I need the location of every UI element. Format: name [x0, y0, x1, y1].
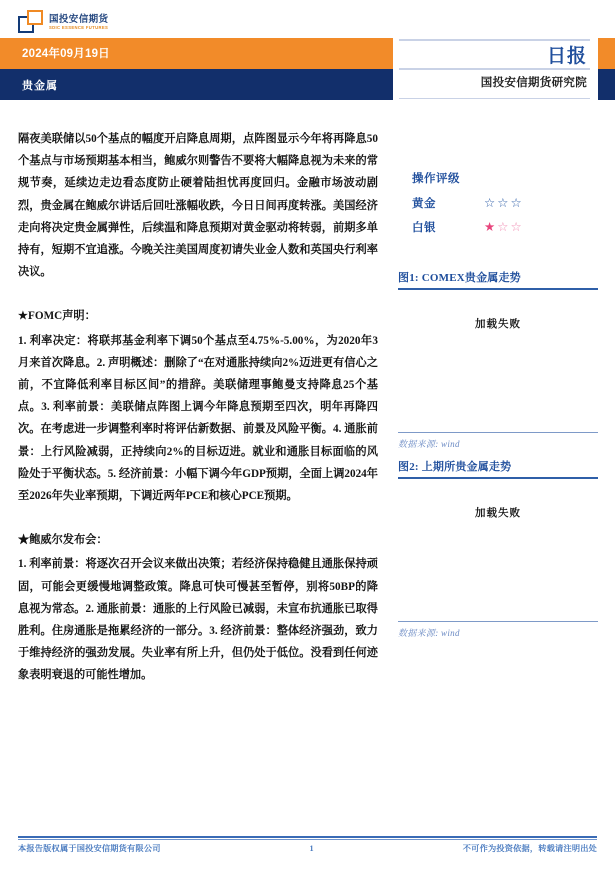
report-header [0, 38, 615, 100]
rating-row-silver [412, 219, 598, 235]
header-navy-tail [598, 69, 615, 100]
star-empty-icon: ☆ [510, 195, 522, 210]
report-subject: 贵金属 [22, 80, 58, 92]
footer-content [18, 843, 597, 854]
star-empty-icon: ☆ [497, 219, 509, 234]
figure-2-rule-bottom [398, 621, 598, 622]
logo-chinese-name: 国投安信期货 [49, 13, 109, 25]
figure-1-source: 数据来源: wind [398, 438, 460, 449]
header-right-panel [393, 38, 598, 100]
report-date: 2024年09月19日 [22, 48, 110, 60]
star-filled-icon: ★ [484, 219, 496, 234]
figure-2-chart-area [398, 479, 598, 621]
report-type: 日报 [546, 46, 587, 67]
footer-rule-thick [18, 836, 597, 837]
rating-stars-gold [484, 197, 522, 210]
rating-section-title: 操作评级 [412, 173, 460, 185]
fomc-statement-content: 1. 利率决定：将联邦基金利率下调50个基点至4.75%-5.00%，为2020年3月来首次降息。2. 声明概述：删除了“在对通胀持续向2%迈进更有信心之前，不宜降低利率目标区间”的措辞。美联储理事鲍曼支持降息25个基点。3. 利率前景：美联储点阵图上调今年降息预期至四次，明年再降四次。在考虑进一步调整利率时将评估新数据、前景及风险平衡。4. 通胀前景：上行风险减弱，正持续向2%的目标迈进。就业和通胀目标面临的风险处于平衡状态。5. 经济前景：小幅下调今年GDP预期，全面上调2024年至2026年失业率预期，下调近两年PCE和核心PCE预期。 [18, 334, 378, 503]
figure-2-load-failed: 加载失败 [475, 507, 521, 519]
research-institute: 国投安信期货研究院 [480, 77, 587, 89]
star-empty-icon: ☆ [484, 195, 496, 210]
star-empty-icon: ☆ [510, 219, 522, 234]
logo-text [49, 14, 108, 31]
footer-page-number: 1 [309, 844, 314, 853]
figure-1-chart-area [398, 290, 598, 432]
page-footer [18, 836, 597, 854]
figure-2-title: 图2: 上期所贵金属走势 [398, 460, 512, 473]
report-body [18, 128, 378, 700]
footer-rule-thin [18, 839, 597, 840]
powell-press-title: ★鲍威尔发布会： [18, 534, 108, 547]
powell-press-content: 1. 利率前景：将逐次召开会议来做出决策；若经济保持稳健且通胀保持顽固，可能会更缓慢地调整政策。降息可快可慢甚至暂停，别将50BP的降息视为常态。2. 通胀前景：通胀的上行风险已减弱，未宣布抗通胀已取得胜利。住房通胀是拖累经济的一部分。3. 经济前景：整体经济强劲，致力于维持经济的强劲发展。失业率有所上升，但仍处于低位。没看到任何迹象表明衰退的可能性增加。 [18, 558, 378, 682]
logo-english-name: SDIC ESSENCE FUTURES [49, 24, 109, 30]
fomc-statement-title: ★FOMC声明： [18, 310, 96, 323]
footer-disclaimer: 不可作为投资依据，转载请注明出处 [462, 844, 597, 853]
company-logo [18, 8, 108, 36]
figure-2 [398, 458, 598, 639]
summary-paragraph: 隔夜美联储以50个基点的幅度开启降息周期，点阵图显示今年将再降息50个基点与市场预期基本相当，鲍威尔则警告不要将大幅降息视为未来的常规节奏，延续边走边看态度防止硬着陆担忧再度回归。金融市场波动剧烈，贵金属在鲍威尔讲话后回吐涨幅收跌，今日日间再度转涨。美国经济走向将决定贵金属弹性，后续温和降息预期对黄金驱动将转弱，前期多单持有，短期不宜追涨。今晚关注美国周度初请失业金人数和英国央行利率决议。 [18, 133, 378, 279]
figure-1-title: 图1: COMEX贵金属走势 [398, 272, 521, 284]
rating-stars-silver [484, 221, 522, 234]
rating-row-gold [412, 195, 598, 211]
header-rule-middle [399, 68, 590, 70]
header-orange-tail [598, 38, 615, 69]
footer-copyright: 本报告版权属于国投安信期货有限公司 [18, 844, 161, 853]
rating-label-gold: 黄金 [412, 198, 436, 210]
logo-orange-square-icon [27, 10, 43, 25]
figure-2-source: 数据来源: wind [398, 627, 460, 638]
star-empty-icon: ☆ [497, 195, 509, 210]
sidebar [398, 170, 598, 639]
figure-1-rule-bottom [398, 432, 598, 433]
rating-label-silver: 白银 [412, 222, 436, 234]
figure-1-load-failed: 加载失败 [475, 318, 521, 330]
header-rule-bottom [399, 98, 590, 100]
header-navy-bar [0, 69, 393, 100]
figure-1 [398, 269, 598, 450]
logo-mark-icon [18, 10, 44, 34]
